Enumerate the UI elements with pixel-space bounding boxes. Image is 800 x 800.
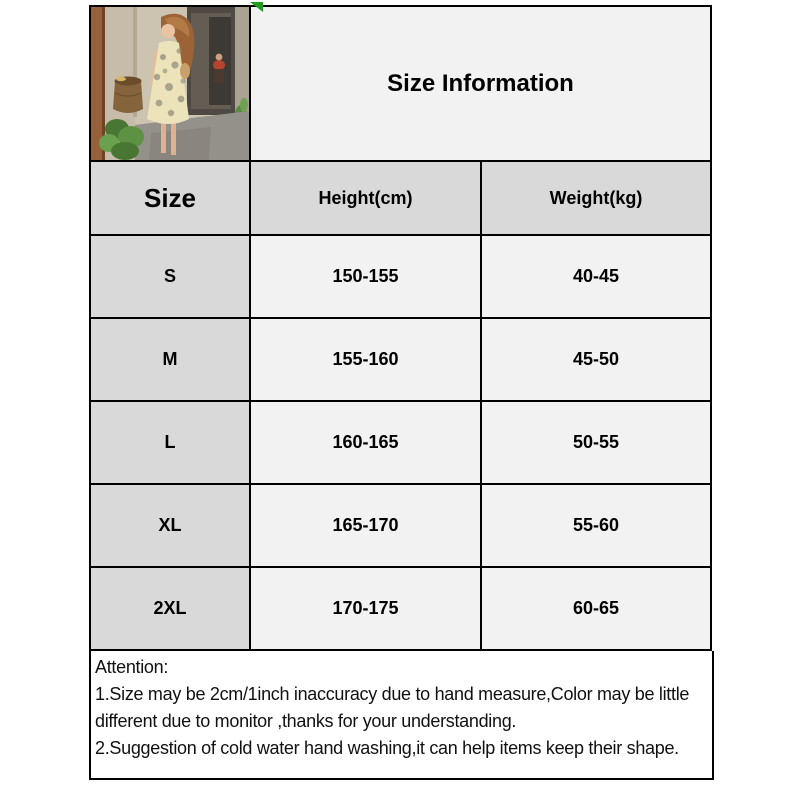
height-value: 170-175 xyxy=(250,567,481,650)
height-value: 165-170 xyxy=(250,484,481,567)
photo-title-row xyxy=(90,6,711,161)
size-table xyxy=(89,5,712,651)
size-information-title-cell xyxy=(250,6,711,161)
size-value: M xyxy=(90,318,250,401)
size-value: 2XL xyxy=(90,567,250,650)
attention-title: Attention: xyxy=(95,657,169,677)
height-value: 150-155 xyxy=(250,235,481,318)
table-header-row xyxy=(90,161,711,235)
attention-note-2: 2.Suggestion of cold water hand washing,it can help items keep their shape. xyxy=(95,738,679,758)
size-chart-sheet xyxy=(89,5,710,780)
table-row xyxy=(90,401,711,484)
cell-corner-flag-icon xyxy=(250,2,263,12)
attention-note-1: 1.Size may be 2cm/1inch inaccuracy due to hand measure,Color may be little different due to monitor ,thanks for your understanding. xyxy=(95,684,690,731)
weight-value: 50-55 xyxy=(481,401,711,484)
weight-value: 60-65 xyxy=(481,567,711,650)
size-value: XL xyxy=(90,484,250,567)
height-value: 155-160 xyxy=(250,318,481,401)
weight-value: 40-45 xyxy=(481,235,711,318)
attention-note xyxy=(89,651,714,780)
column-header-size: Size xyxy=(90,161,250,235)
size-value: L xyxy=(90,401,250,484)
height-value: 160-165 xyxy=(250,401,481,484)
table-row xyxy=(90,235,711,318)
product-photo xyxy=(91,7,249,160)
weight-value: 45-50 xyxy=(481,318,711,401)
column-header-height: Height(cm) xyxy=(250,161,481,235)
table-row xyxy=(90,567,711,650)
table-row xyxy=(90,318,711,401)
size-value: S xyxy=(90,235,250,318)
product-photo-cell xyxy=(90,6,250,161)
table-row xyxy=(90,484,711,567)
page-title: Size Information xyxy=(387,69,574,97)
column-header-weight: Weight(kg) xyxy=(481,161,711,235)
weight-value: 55-60 xyxy=(481,484,711,567)
